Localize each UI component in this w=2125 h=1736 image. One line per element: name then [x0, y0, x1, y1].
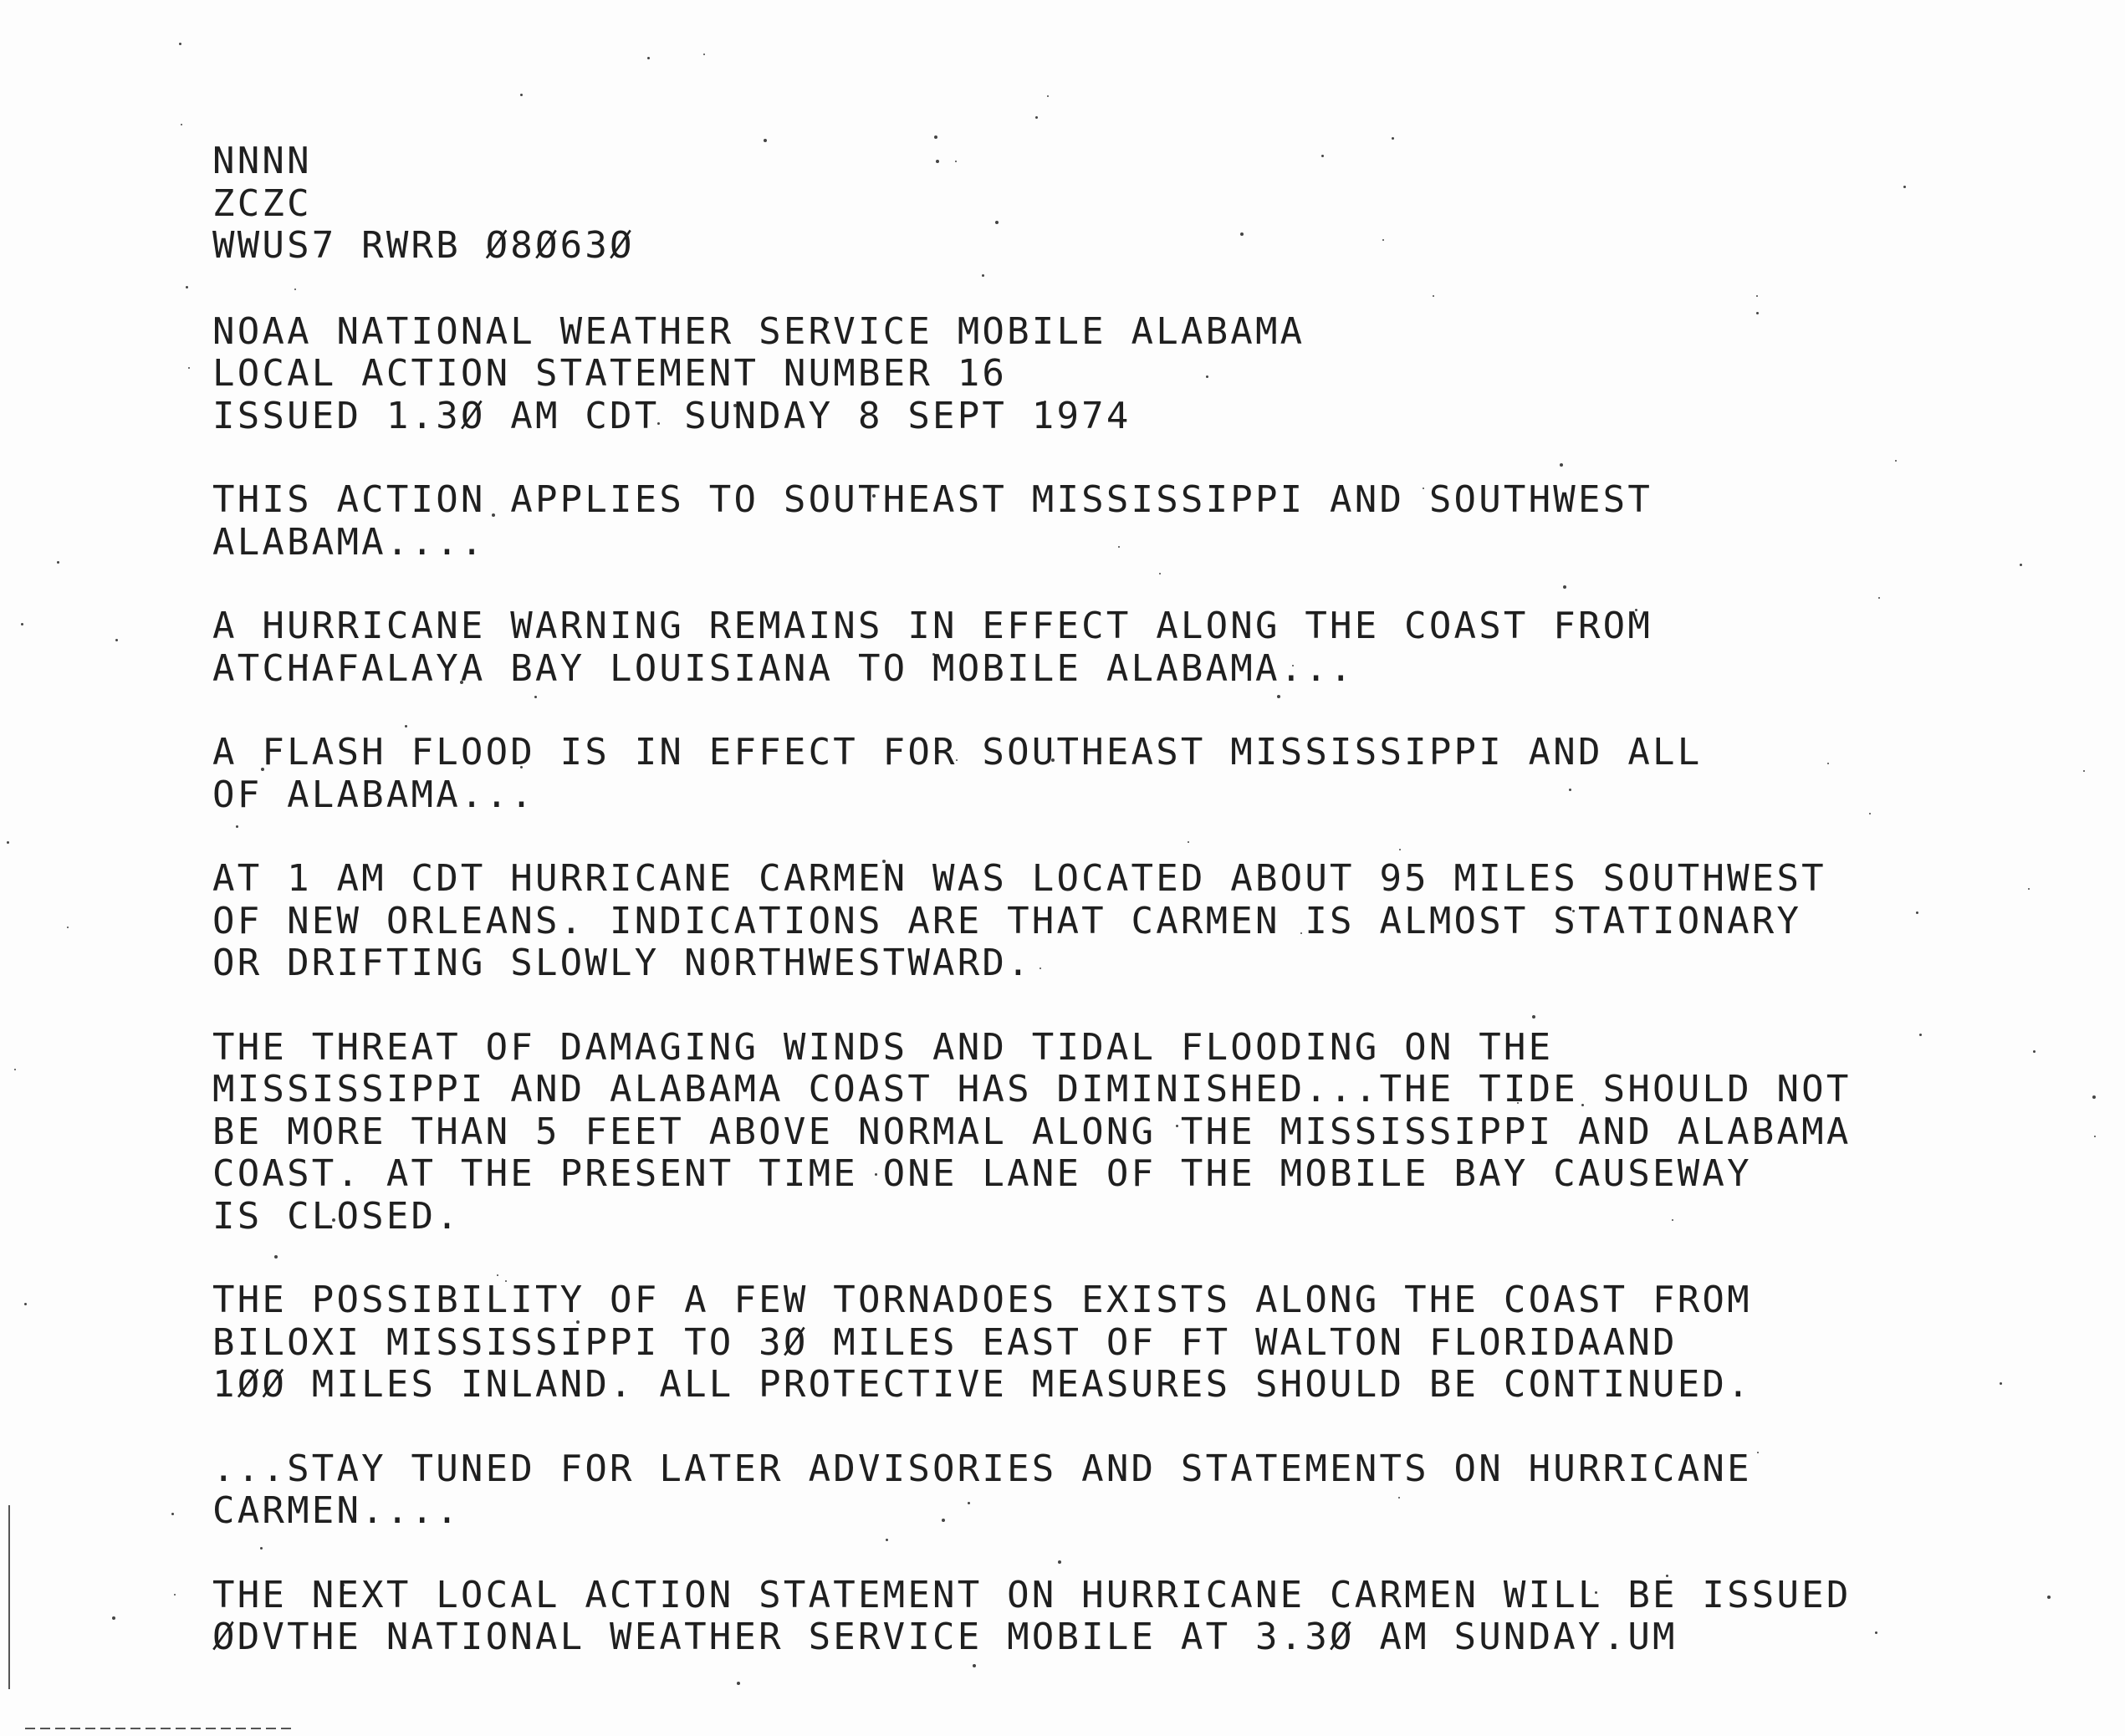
masthead	[212, 311, 1927, 438]
paper-speck	[703, 54, 705, 55]
text-line: CARMEN....	[212, 1489, 461, 1532]
paper-speck	[24, 1303, 27, 1305]
text-line: ØDVTHE NATIONAL WEATHER SERVICE MOBILE AT 3.3Ø AM SUNDAY.UM	[212, 1616, 1678, 1658]
text-line: THE NEXT LOCAL ACTION STATEMENT ON HURRICANE CARMEN WILL BE ISSUED	[212, 1573, 1852, 1616]
text-line: BE MORE THAN 5 FEET ABOVE NORMAL ALONG THE MISSISSIPPI AND ALABAMA	[212, 1110, 1852, 1153]
paper-speck	[2000, 1382, 2002, 1385]
text-line: BILOXI MISSISSIPPI TO 3Ø MILES EAST OF FT WALTON FLORIDAAND	[212, 1320, 1678, 1364]
text-line: 1ØØ MILES INLAND. ALL PROTECTIVE MEASURES SHOULD BE CONTINUED.	[212, 1363, 1752, 1406]
text-line: ATCHAFALAYA BAY LOUISIANA TO MOBILE ALABAMA...	[212, 646, 1355, 690]
text-line: THE POSSIBILITY OF A FEW TORNADOES EXISTS ALONG THE COAST FROM	[212, 1279, 1752, 1321]
paper-speck	[21, 623, 23, 625]
masthead-line: ISSUED 1.3Ø AM CDT SUNDAY 8 SEPT 1974	[212, 394, 1131, 437]
paper-speck	[2083, 770, 2085, 772]
paper-speck	[112, 1616, 115, 1620]
paragraph-stay-tuned	[212, 1448, 1927, 1533]
text-line: AT 1 AM CDT HURRICANE CARMEN WAS LOCATED ABOUT 95 MILES SOUTHWEST	[212, 857, 1826, 900]
text-line: ...STAY TUNED FOR LATER ADVISORIES AND STATEMENTS ON HURRICANE	[212, 1447, 1752, 1490]
paper-speck	[188, 367, 190, 369]
text-line: THE THREAT OF DAMAGING WINDS AND TIDAL FLOODING ON THE	[212, 1025, 1554, 1069]
paper-speck	[179, 43, 181, 45]
paper-speck	[2094, 1136, 2096, 1137]
paper-speck	[2028, 888, 2030, 890]
text-line: ALABAMA....	[212, 520, 486, 564]
paragraph-next-statement	[212, 1575, 1927, 1659]
paper-speck	[57, 561, 59, 564]
text-line: OR DRIFTING SLOWLY NORTHWESTWARD.	[212, 942, 1032, 984]
paper-speck	[67, 927, 69, 928]
header-line: ZCZC	[212, 181, 312, 225]
text-line: OF ALABAMA...	[212, 773, 535, 816]
paper-speck	[7, 841, 9, 844]
paper-speck	[1392, 137, 1394, 140]
paper-speck	[171, 1513, 174, 1515]
transmission-header	[212, 140, 1927, 268]
paragraph-action-area	[212, 479, 1927, 564]
text-line: OF NEW ORLEANS. INDICATIONS ARE THAT CARMEN IS ALMOST STATIONARY	[212, 899, 1802, 942]
paper-speck	[186, 286, 188, 288]
paragraph-threat	[212, 1027, 1927, 1238]
text-line: MISSISSIPPI AND ALABAMA COAST HAS DIMINISHED...THE TIDE SHOULD NOT	[212, 1068, 1852, 1111]
text-line: THIS ACTION APPLIES TO SOUTHEAST MISSISSIPPI AND SOUTHWEST	[212, 478, 1653, 521]
text-line: IS CLOSED.	[212, 1194, 461, 1238]
paper-speck	[2033, 1050, 2036, 1053]
header-line: NNNN	[212, 140, 312, 182]
text-line: COAST. AT THE PRESENT TIME ONE LANE OF THE MOBILE BAY CAUSEWAY	[212, 1152, 1752, 1195]
paragraph-flash-flood	[212, 732, 1927, 816]
paper-speck	[115, 639, 118, 641]
paper-speck	[14, 1069, 16, 1070]
paper-speck	[1035, 116, 1038, 119]
bottom-edge-mark	[25, 1728, 293, 1729]
masthead-line: NOAA NATIONAL WEATHER SERVICE MOBILE ALABAMA	[212, 309, 1305, 353]
paper-speck	[2047, 1596, 2051, 1599]
paragraph-tornadoes	[212, 1279, 1927, 1407]
paper-speck	[2020, 564, 2022, 566]
paper-speck	[520, 94, 523, 96]
left-margin-rule	[8, 1505, 10, 1689]
paragraph-storm-location	[212, 858, 1927, 985]
text-line: A HURRICANE WARNING REMAINS IN EFFECT ALONG THE COAST FROM	[212, 605, 1653, 647]
header-line: WWUS7 RWRB Ø8Ø63Ø	[212, 224, 635, 267]
paper-speck	[174, 1594, 176, 1596]
paper-speck	[647, 57, 650, 59]
paper-speck	[2092, 1095, 2096, 1099]
paper-speck	[1047, 95, 1049, 97]
paper-speck	[934, 135, 937, 139]
paragraph-hurricane-warning	[212, 605, 1927, 690]
text-line: A FLASH FLOOD IS IN EFFECT FOR SOUTHEAST MISSISSIPPI AND ALL	[212, 731, 1703, 774]
teletype-document	[212, 140, 1927, 1701]
masthead-line: LOCAL ACTION STATEMENT NUMBER 16	[212, 352, 1008, 395]
paper-speck	[181, 124, 182, 125]
